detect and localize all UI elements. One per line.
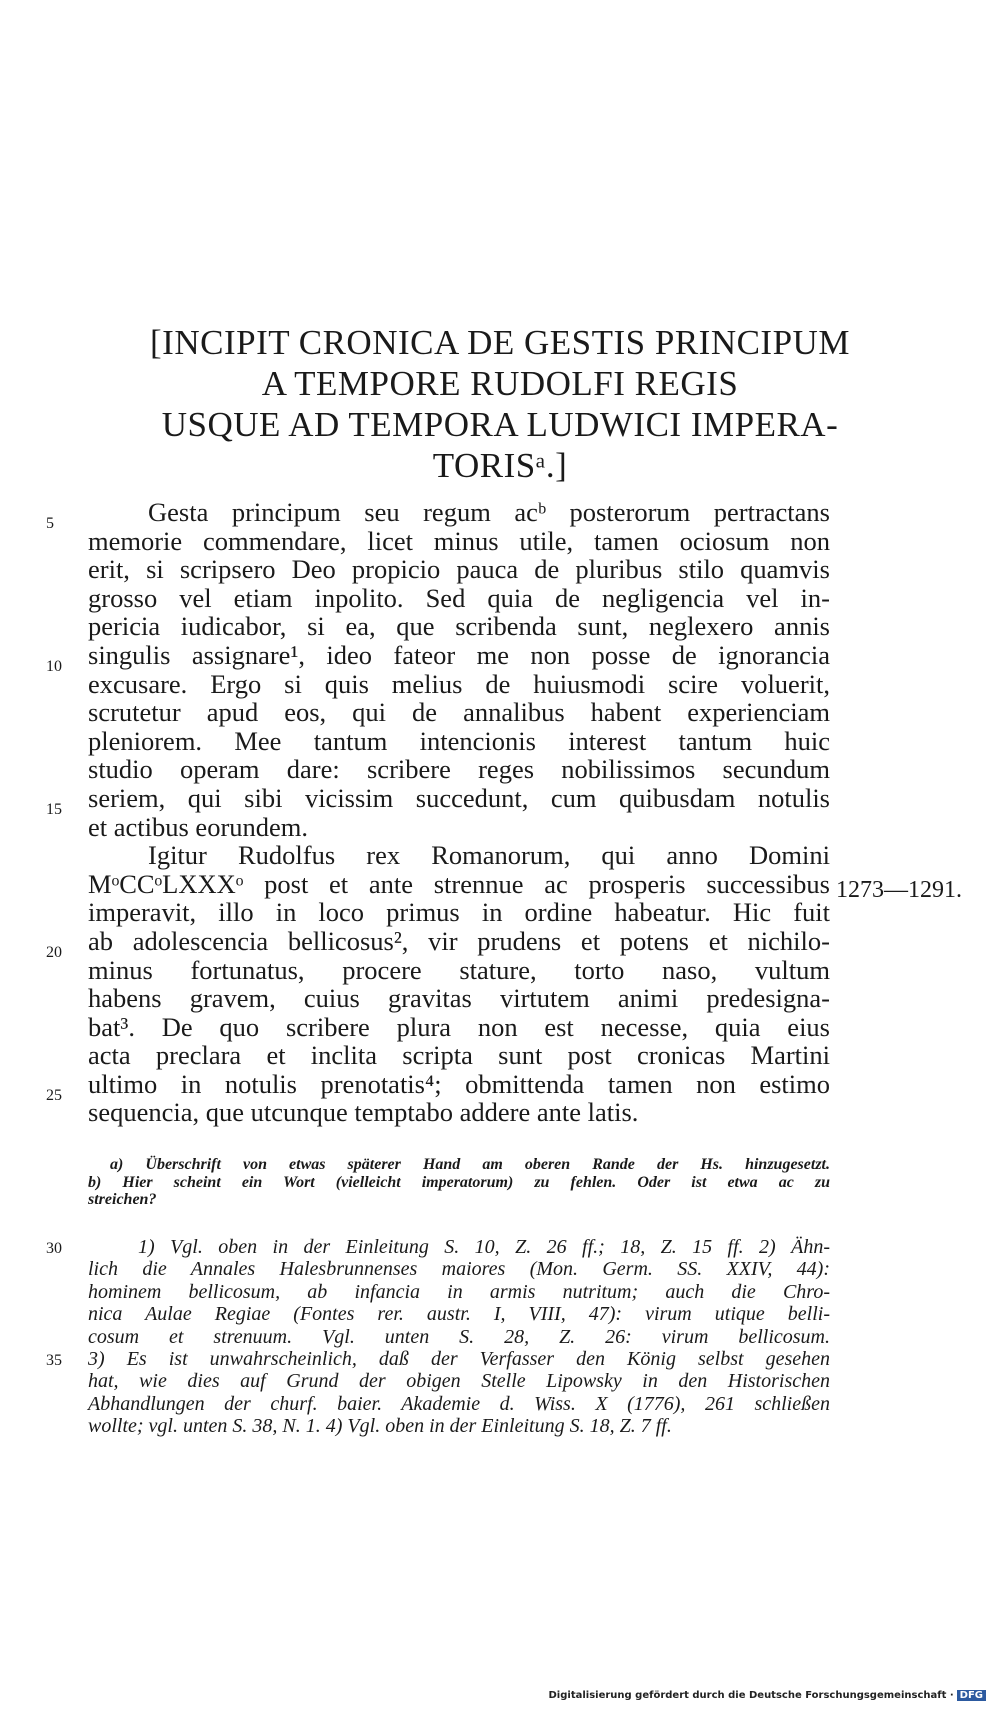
- footnote-line: 1) Vgl. oben in der Einleitung S. 10, Z. 26 ff.; 18, Z. 15 ff. 2) Ähn-: [138, 1236, 830, 1258]
- main-text: [88, 498, 830, 1127]
- dfg-logo: DFG: [957, 1690, 986, 1701]
- line-number: 35: [46, 1352, 62, 1369]
- text-line: seriem, qui sibi vicissim succedunt, cum quibusdam notulis: [88, 782, 830, 813]
- text-line: pleniorem. Mee tantum intencionis interest tantum huic: [88, 725, 830, 756]
- text-line: ultimo in notulis prenotatis⁴; obmittenda tamen non estimo: [88, 1068, 830, 1099]
- title-line: TORISᵃ.]: [432, 446, 568, 485]
- line-number: 30: [46, 1240, 62, 1257]
- title-line: A TEMPORE RUDOLFI REGIS: [261, 364, 739, 403]
- footnote-line: nica Aulae Regiae (Fontes rer. austr. I, VIII, 47): virum utique belli-: [88, 1303, 830, 1326]
- footnote-line: hat, wie dies auf Grund der obigen Stelle Lipowsky in den Historischen: [88, 1370, 830, 1393]
- text-line: pericia iudicabor, si ea, que scribenda sunt, neglexero annis: [88, 611, 830, 642]
- line-number: 10: [46, 658, 62, 675]
- footnote-line: 3) Es ist unwahrscheinlich, daß der Verfasser den König selbst gesehen: [88, 1347, 830, 1370]
- text-line: ab adolescencia bellicosus², vir prudens et potens et nichilo-: [88, 925, 830, 956]
- text-line: Gesta principum seu regum acᵇ posterorum pertractans: [148, 497, 830, 527]
- text-line: scrutetur apud eos, qui de annalibus habent experienciam: [88, 697, 830, 728]
- title-line: USQUE AD TEMPORA LUDWICI IMPERA-: [161, 405, 839, 444]
- text-line: minus fortunatus, procere stature, torto naso, vultum: [88, 954, 830, 985]
- footnote-line: a) Überschrift von etwas späterer Hand am oberen Rande der Hs. hinzugesetzt.: [110, 1156, 830, 1173]
- footer-text: Digitalisierung gefördert durch die Deutsche Forschungsgemeinschaft ·: [548, 1690, 954, 1701]
- line-number: 15: [46, 801, 62, 818]
- text-line: et actibus eorundem.: [88, 811, 309, 842]
- line-number: 25: [46, 1087, 62, 1104]
- margin-date-note: 1273—1291.: [836, 877, 962, 903]
- footnote-line: lich die Annales Halesbrunnenses maiores (Mon. Germ. SS. XXIV, 44):: [88, 1258, 830, 1281]
- footnote-line: Abhandlungen der churf. baier. Akademie d. Wiss. X (1776), 261 schließen: [88, 1392, 830, 1415]
- footnote-line: cosum et strenuum. Vgl. unten S. 28, Z. 26: virum bellicosum.: [88, 1325, 830, 1348]
- text-line: bat³. De quo scribere plura non est necesse, quia eius: [88, 1011, 830, 1042]
- line-number: 5: [46, 515, 54, 532]
- text-line: habens gravem, cuius gravitas virtutem animi predesigna-: [88, 983, 830, 1014]
- text-line: sequencia, que utcunque temptabo addere ante latis.: [88, 1097, 639, 1128]
- text-line: MᵒCCᵒLXXXᵒ post et ante strennue ac prosperis successibus: [88, 868, 830, 899]
- chronicle-title: [60, 322, 940, 486]
- line-number: 20: [46, 944, 62, 961]
- footnotes-numbered: [88, 1236, 830, 1438]
- text-line: grosso vel etiam inpolito. Sed quia de negligencia vel in-: [88, 582, 830, 613]
- text-line: Igitur Rudolfus rex Romanorum, qui anno Domini: [148, 840, 830, 871]
- footnote-line: streichen?: [88, 1191, 157, 1208]
- text-line: studio operam dare: scribere reges nobilissimos secundum: [88, 754, 830, 785]
- title-line: [INCIPIT CRONICA DE GESTIS PRINCIPUM: [150, 323, 850, 362]
- text-line: singulis assignare¹, ideo fateor me non posse de ignorancia: [88, 639, 830, 670]
- footnote-line: hominem bellicosum, ab infancia in armis nutritum; auch die Chro-: [88, 1280, 830, 1303]
- text-line: imperavit, illo in loco primus in ordine habeatur. Hic fuit: [88, 897, 830, 928]
- text-line: memorie commendare, licet minus utile, tamen ociosum non: [88, 525, 830, 556]
- text-line: acta preclara et inclita scripta sunt post cronicas Martini: [88, 1040, 830, 1071]
- digitization-footer: [549, 1690, 987, 1701]
- footnote-line: b) Hier scheint ein Wort (vielleicht imperatorum) zu fehlen. Oder ist etwa ac zu: [88, 1173, 830, 1191]
- footnotes-alpha: [88, 1156, 830, 1209]
- footnote-line: wollte; vgl. unten S. 38, N. 1. 4) Vgl. oben in der Einleitung S. 18, Z. 7 ff.: [88, 1415, 672, 1438]
- text-line: excusare. Ergo si quis melius de huiusmodi scire voluerit,: [88, 668, 830, 699]
- text-line: erit, si scripsero Deo propicio pauca de pluribus stilo quamvis: [88, 554, 830, 585]
